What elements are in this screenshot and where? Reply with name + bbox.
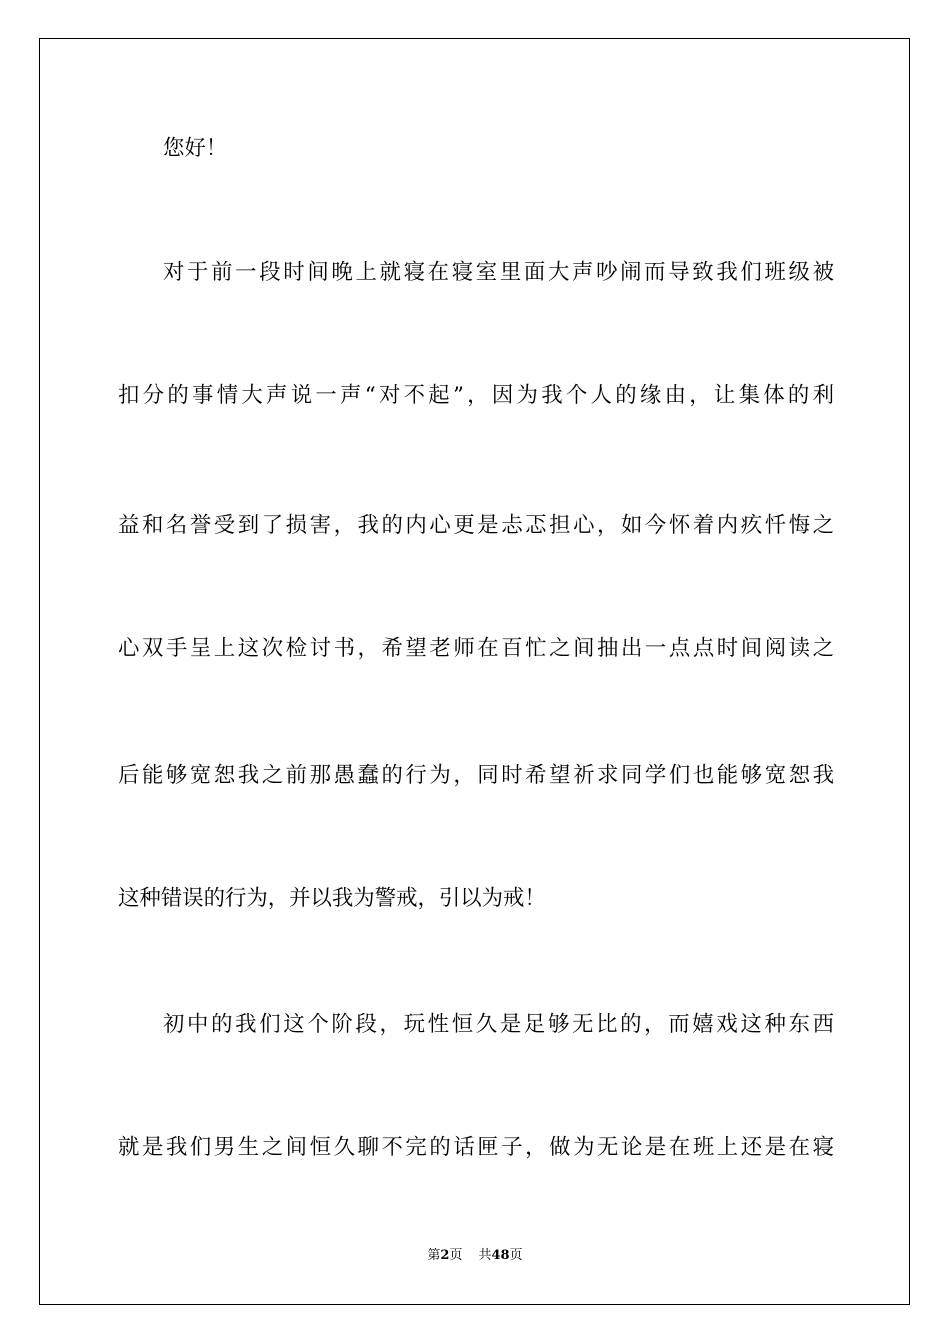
paragraph-1-line-5: 后能够宽恕我之前那愚蠢的行为，同时希望祈求同学们也能够宽恕我 (118, 763, 834, 788)
page-border (39, 38, 910, 1305)
page-footer (0, 1247, 950, 1265)
total-suffix: 页 (509, 1248, 523, 1263)
total-pages: 48 (491, 1248, 510, 1263)
paragraph-1-line-6: 这种错误的行为，并以我为警戒，引以为戒！ (118, 886, 546, 911)
paragraph-1-line-4: 心双手呈上这次检讨书，希望老师在百忙之间抽出一点点时间阅读之 (118, 636, 834, 661)
paragraph-1-line-1: 对于前一段时间晚上就寝在寝室里面大声吵闹而导致我们班级被 (163, 260, 834, 285)
page-number: 2 (440, 1248, 450, 1263)
paragraph-1-line-2: 扣分的事情大声说一声“对不起”，因为我个人的缘由，让集体的利 (118, 383, 834, 408)
total-prefix: 共 (478, 1248, 492, 1263)
paragraph-1-line-3: 益和名誉受到了损害，我的内心更是忐忑担心，如今怀着内疚忏悔之 (118, 513, 834, 538)
paragraph-2-line-1: 初中的我们这个阶段，玩性恒久是足够无比的，而嬉戏这种东西 (163, 1012, 834, 1037)
page-prefix: 第 (427, 1248, 441, 1263)
page-suffix: 页 (449, 1248, 463, 1263)
greeting-line: 您好！ (163, 136, 228, 161)
paragraph-2-line-2: 就是我们男生之间恒久聊不完的话匣子，做为无论是在班上还是在寝 (118, 1135, 834, 1160)
